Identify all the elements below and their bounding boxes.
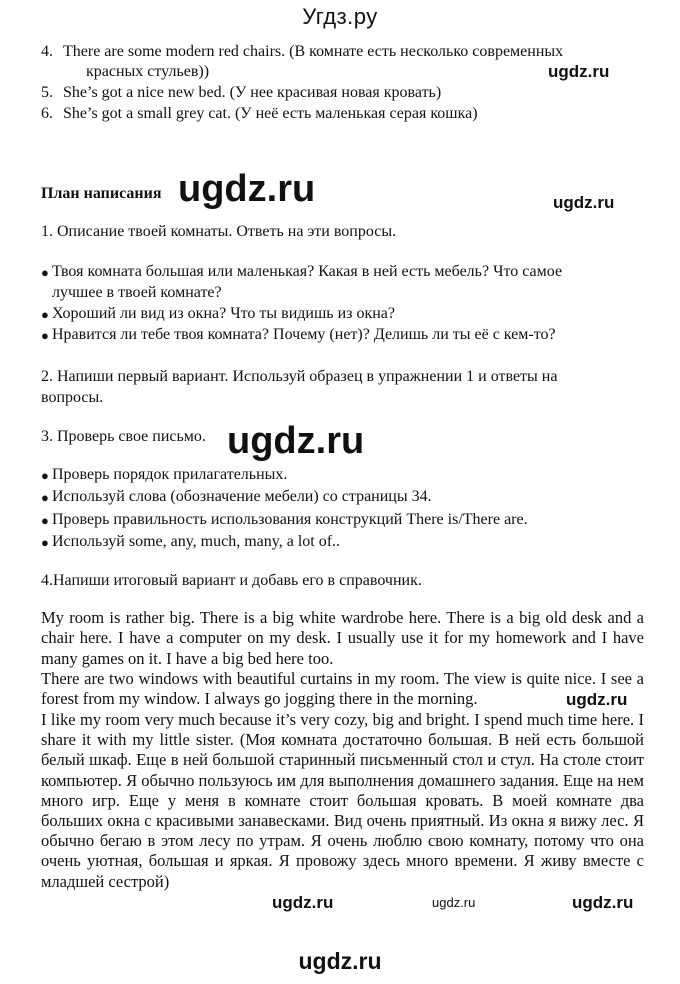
list-item-4-continuation: красных стульев)): [86, 63, 210, 80]
list-number: 6.: [41, 105, 53, 122]
watermark-bottom: ugdz.ru: [298, 948, 382, 974]
list-text: There are some modern red chairs. (В комнате есть несколько современных: [63, 43, 564, 60]
plan-step-4: 4.Напиши итоговый вариант и добавь его в справочник.: [41, 572, 422, 589]
watermark: ugdz.ru: [432, 895, 476, 910]
site-watermark-top: Угдз.ру: [302, 4, 378, 29]
list-text: She’s got a nice new bed. (У нее красивая новая кровать): [63, 84, 442, 101]
plan-step-2: 2. Напиши первый вариант. Используй образец в упражнении 1 и ответы на: [41, 368, 558, 385]
watermark: ugdz.ru: [572, 893, 634, 912]
question-text: Нравится ли тебе твоя комната? Почему (нет)? Делишь ли ты её с кем-то?: [52, 326, 556, 343]
check-3: ● Проверь правильность использования конструкций There is/There are.: [41, 511, 528, 528]
question-1-continuation: лучшее в твоей комнате?: [52, 284, 222, 301]
question-2: ● Хороший ли вид из окна? Что ты видишь из окна?: [41, 305, 395, 322]
list-item-5: [41, 83, 441, 103]
essay-paragraph-1: My room is rather big. There is a big white wardrobe here. There is a big old desk and a chair here. I have a computer on my desk. I usually use it for my homework and I have many games on it. I have a big bed here too.: [41, 608, 644, 668]
plan-heading: План написания: [41, 185, 162, 202]
check-text: Используй слова (обозначение мебели) со страницы 34.: [52, 488, 432, 505]
watermark: ugdz.ru: [272, 893, 334, 912]
plan-step-1: 1. Описание твоей комнаты. Ответь на эти вопросы.: [41, 223, 397, 240]
plan-step-3: 3. Проверь свое письмо.: [41, 428, 206, 445]
watermark: ugdz.ru: [566, 690, 628, 709]
check-2: ● Используй слова (обозначение мебели) со страницы 34.: [41, 488, 432, 505]
check-text: Проверь порядок прилагательных.: [52, 466, 288, 483]
essay-paragraph-3: I like my room very much because it’s very cozy, big and bright. I spend much time here. I share it with my little sister. (Моя комната достаточно большая. В ней есть большой белый шкаф. Еще в ней большой старинный письменный стол и стул. На столе стоит компьютер. Я обычно пользуюсь им для выполнения домашнего задания. Еще на нем много игр. Еще у меня в комнате стоит большая кровать. В моей комнате два больших окна с красивыми занавесками. Вид очень приятный. Из окна я вижу лес. Я обычно бегаю в этом лесу по утрам. Я очень люблю свою комнату, потому что она очень уютная, большая и яркая. Я провожу здесь много времени. Я живу вместе с младшей сестрой): [41, 710, 644, 891]
watermark: ugdz.ru: [553, 193, 615, 212]
question-text: Твоя комната большая или маленькая? Какая в ней есть мебель? Что самое: [52, 263, 563, 280]
question-1: ● Твоя комната большая или маленькая? Какая в ней есть мебель? Что самое: [41, 263, 563, 280]
watermark: ugdz.ru: [548, 62, 610, 81]
question-3: ● Нравится ли тебе твоя комната? Почему (нет)? Делишь ли ты её с кем-то?: [41, 326, 556, 343]
watermark: ugdz.ru: [178, 168, 316, 210]
check-1: ● Проверь порядок прилагательных.: [41, 466, 288, 483]
check-text: Проверь правильность использования конструкций There is/There are.: [52, 511, 528, 528]
check-text: Используй some, any, much, many, a lot of..: [52, 533, 341, 550]
list-number: 5.: [41, 84, 53, 101]
list-item-4: [41, 42, 563, 62]
check-4: ● Используй some, any, much, many, a lot of..: [41, 533, 341, 550]
essay-paragraph-2: There are two windows with beautiful curtains in my room. The view is quite nice. I see a forest from my window. I always go jogging there in the morning.: [41, 669, 644, 709]
list-item-6: [41, 104, 478, 124]
list-number: 4.: [41, 43, 53, 60]
watermark: ugdz.ru: [227, 420, 365, 462]
plan-step-2-continuation: вопросы.: [41, 389, 104, 406]
list-text: She’s got a small grey cat. (У неё есть маленькая серая кошка): [63, 105, 478, 122]
question-text: Хороший ли вид из окна? Что ты видишь из окна?: [52, 305, 395, 322]
